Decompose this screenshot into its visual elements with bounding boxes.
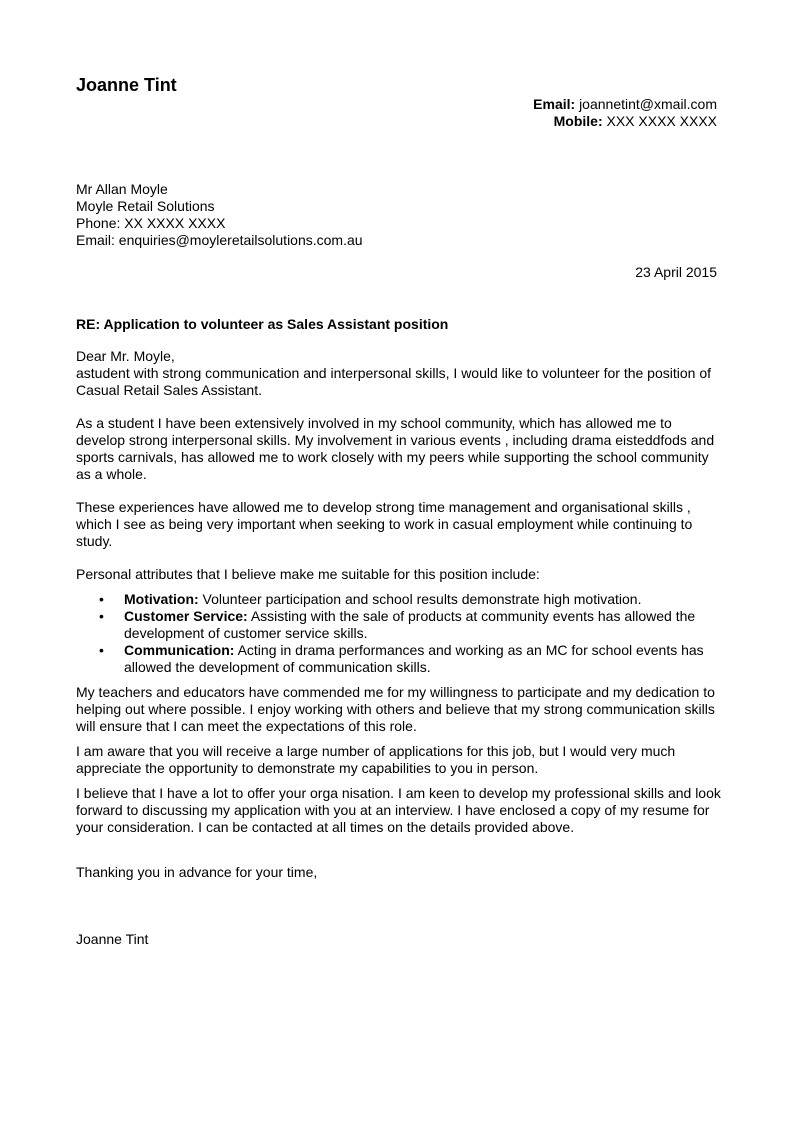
email-label: Email: (533, 96, 576, 112)
mobile-label: Mobile: (553, 113, 603, 129)
letter-body (76, 348, 721, 836)
subject-line: RE: Application to volunteer as Sales Assistant position (76, 316, 449, 332)
sender-email: joannetint@xmail.com (579, 96, 717, 112)
list-item (76, 608, 721, 642)
list-item (76, 642, 721, 676)
attribute-text: Acting in drama performances and working as an MC for school events has allowed the development of communication skills. (124, 642, 704, 675)
salutation: Dear Mr. Moyle, (76, 348, 175, 364)
attribute-text: Volunteer participation and school results demonstrate high motivation. (198, 591, 642, 607)
sender-name: Joanne Tint (76, 75, 177, 95)
paragraph-experience: As a student I have been extensively involved in my school community, which has allowed me to develop strong interpersonal skills. My involvement in various events , including drama eisteddfods and sports carnivals, has allowed me to work closely with my peers while supporting the school community as a whole. (76, 415, 715, 482)
list-item (76, 591, 721, 608)
paragraph-intro: astudent with strong communication and interpersonal skills, I would like to volunteer for the position of Casual Retail Sales Assistant. (76, 365, 712, 398)
email-row (533, 96, 717, 113)
closing-line: Thanking you in advance for your time, (76, 864, 318, 880)
attribute-label: Customer Service: (124, 608, 248, 624)
recipient-name: Mr Allan Moyle (76, 181, 168, 197)
sender-contact (533, 96, 717, 130)
attributes-list (76, 591, 721, 676)
recipient-phone: Phone: XX XXXX XXXX (76, 215, 226, 231)
letter-date: 23 April 2015 (635, 264, 717, 280)
paragraph-skills: These experiences have allowed me to develop strong time management and organisational skills , which I see as being very important when seeking to work in casual employment while continuing to study. (76, 499, 693, 549)
attribute-label: Communication: (124, 642, 235, 658)
paragraph-offer: I believe that I have a lot to offer your orga nisation. I am keen to develop my professional skills and look forward to discussing my application with you at an interview. I have enclosed a copy of my resume for your consideration. I can be contacted at all times on the details provided above. (76, 785, 721, 835)
sender-mobile: XXX XXXX XXXX (606, 113, 717, 129)
recipient-company: Moyle Retail Solutions (76, 198, 215, 214)
attribute-text: Assisting with the sale of products at community events has allowed the development of customer service skills. (124, 608, 696, 641)
paragraph-aware: I am aware that you will receive a large number of applications for this job, but I would very much appreciate the opportunity to demonstrate my capabilities to you in person. (76, 743, 676, 776)
attribute-label: Motivation: (124, 591, 199, 607)
recipient-block (76, 181, 363, 249)
signature: Joanne Tint (76, 931, 149, 947)
paragraph-attributes-intro: Personal attributes that I believe make me suitable for this position include: (76, 566, 540, 582)
recipient-email: Email: enquiries@moyleretailsolutions.com.au (76, 232, 363, 248)
paragraph-teachers: My teachers and educators have commended me for my willingness to participate and my dedication to helping out where possible. I enjoy working with others and believe that my strong communication skills will ensure that I can meet the expectations of this role. (76, 684, 715, 734)
mobile-row (533, 113, 717, 130)
